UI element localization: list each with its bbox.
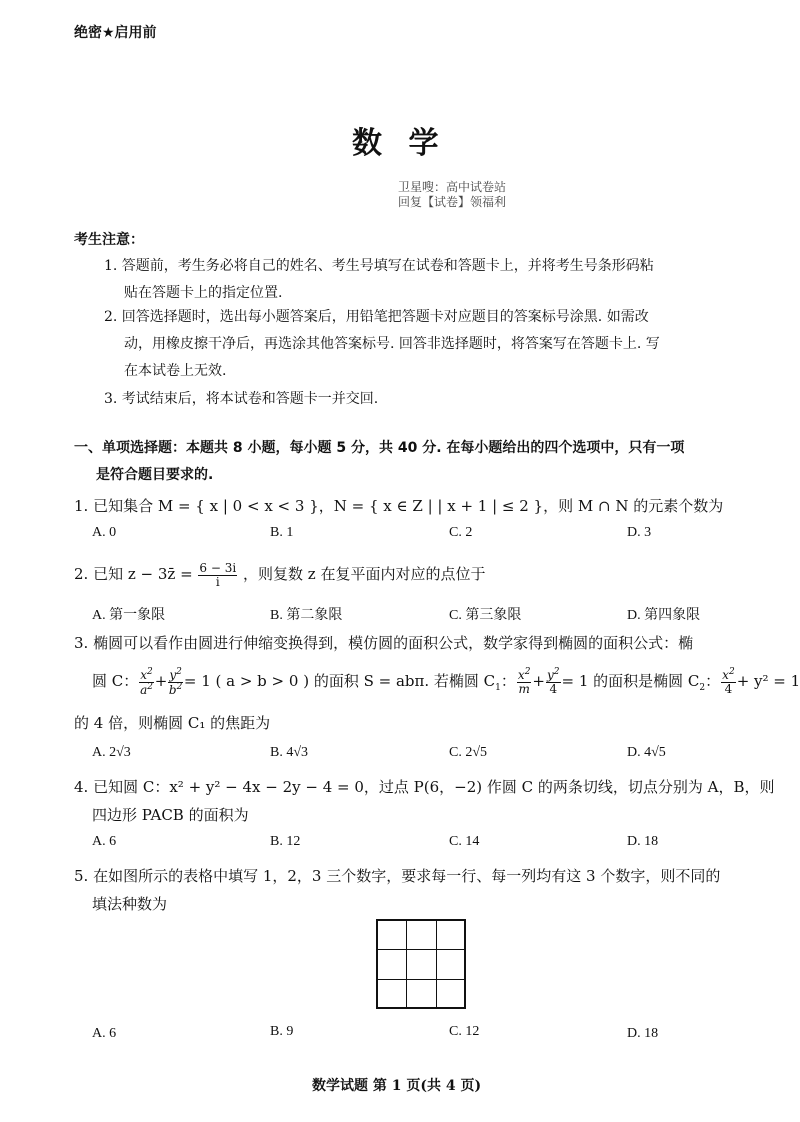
note-2-line-3: 在本试卷上无效.	[124, 363, 227, 379]
question-5-line-1: 5. 在如图所示的表格中填写 1，2，3 三个数字，要求每一行、每一列均有这 3 个数字，则不同的	[74, 867, 721, 885]
section-heading-line-2: 是符合题目要求的.	[96, 467, 214, 483]
question-5-option-a: A. 6	[92, 1026, 117, 1041]
question-2-stem	[74, 556, 485, 592]
question-5-option-c: C. 12	[449, 1024, 480, 1039]
question-5-option-b: B. 9	[270, 1024, 294, 1039]
question-3-line-2: 圆 C： $\frac{x^2}{a^2}$ + $\frac{y^2}{b^2}$ = 1 ( a > b > 0 ) 的面积 S = abπ. 若椭圆 $C_1$： $\frac{x^2}{m}$ + $\frac{y^2}{4}$ = 1 的面积是椭圆 $C_2$： $\frac{x^2}{4}$ + y² = 1	[92, 666, 800, 697]
question-1-option-a: A. 0	[92, 525, 117, 540]
question-4-line-1: 4. 已知圆 C：x² + y² − 4x − 2y − 4 = 0，过点 P(6，−2) 作圆 C 的两条切线，切点分别为 A，B，则	[74, 778, 775, 796]
confidential-mark: 绝密★启用前	[74, 25, 157, 41]
page-footer: 数学试题 第 1 页(共 4 页)	[312, 1078, 482, 1094]
question-5-line-2: 填法种数为	[92, 895, 168, 913]
number-grid-3x3	[376, 919, 466, 1009]
note-1-line-1: 1. 答题前，考生务必将自己的姓名、考生号填写在试卷和答题卡上，并将考生号条形码粘	[104, 258, 654, 274]
question-1-stem: 1. 已知集合 M = { x | 0 < x < 3 }，N = { x ∈ Z | | x + 1 | ≤ 2 }，则 M ∩ N 的元素个数为	[74, 497, 724, 515]
question-5-option-d: D. 18	[627, 1026, 659, 1041]
question-2-option-c: C. 第三象限	[449, 608, 522, 623]
question-2-option-b: B. 第二象限	[270, 608, 343, 623]
question-1-option-c: C. 2	[449, 525, 473, 540]
question-1-option-d: D. 3	[627, 525, 652, 540]
question-4-option-a: A. 6	[92, 834, 117, 849]
note-3: 3. 考试结束后，将本试卷和答题卡一并交回.	[104, 391, 379, 407]
question-3-ellipse-c-label: 圆 C：	[92, 672, 139, 690]
note-2-line-1: 2. 回答选择题时，选出每小题答案后，用铅笔把答题卡对应题目的答案标号涂黑. 如需改	[104, 309, 649, 325]
question-3-frac-x2-4: $\frac{x^2}{4}$	[722, 667, 735, 696]
question-3-ellipse-c2-rest: + y² = 1	[736, 672, 800, 690]
question-3-ellipse-c2-text: = 1 的面积是椭圆 C	[561, 672, 700, 690]
watermark-line1: 卫星嗖：高中试卷站	[398, 180, 507, 194]
question-3-frac-y2-b2: $\frac{y^2}{b^2}$	[168, 666, 183, 697]
question-3-area-text: = 1 ( a > b > 0 ) 的面积 S = abπ. 若椭圆 C	[183, 672, 496, 690]
grid-horizontal-line-2	[376, 979, 466, 980]
question-2-fraction-numerator: 6 − 3i	[199, 560, 237, 575]
question-2-fraction	[198, 562, 237, 588]
question-3-option-b: B. 4√3	[270, 745, 309, 760]
question-2-suffix: ，则复数 z 在复平面内对应的点位于	[243, 565, 486, 583]
question-2-fraction-denominator: i	[215, 574, 220, 589]
question-4-option-c: C. 14	[449, 834, 480, 849]
question-4-line-2: 四边形 PACB 的面积为	[92, 806, 249, 824]
grid-vertical-line-2	[436, 919, 437, 1009]
notes-heading: 考生注意：	[74, 232, 144, 248]
question-2-option-d: D. 第四象限	[627, 608, 701, 623]
question-3-frac-x2-m: $\frac{x^2}{m}$	[517, 667, 531, 696]
question-3-line-1: 3. 椭圆可以看作由圆进行伸缩变换得到，模仿圆的面积公式，数学家得到椭圆的面积公式：椭	[74, 634, 694, 652]
grid-horizontal-line-1	[376, 949, 466, 950]
question-3-frac-x2-a2: $\frac{x^2}{a^2}$	[140, 666, 153, 697]
note-1-line-2: 贴在答题卡上的指定位置.	[124, 285, 283, 301]
question-3-frac-y2-4: $\frac{y^2}{4}$	[547, 667, 560, 696]
question-3-line-3: 的 4 倍，则椭圆 C₁ 的焦距为	[74, 714, 271, 732]
question-4-option-d: D. 18	[627, 834, 659, 849]
section-heading-line-1: 一、单项选择题：本题共 8 小题，每小题 5 分，共 40 分. 在每小题给出的四个选项中，只有一项	[74, 440, 685, 456]
question-1-option-b: B. 1	[270, 525, 294, 540]
question-3-option-a: A. 2√3	[92, 745, 131, 760]
note-2-line-2: 动，用橡皮擦干净后，再选涂其他答案标号. 回答非选择题时，将答案写在答题卡上. 写	[124, 336, 660, 352]
watermark-line2: 回复【试卷】领福利	[398, 195, 507, 209]
page-title: 数 学	[352, 126, 447, 161]
question-2-option-a: A. 第一象限	[92, 608, 166, 623]
question-2-prefix: 2. 已知 z − 3z̄ =	[74, 565, 193, 583]
question-4-option-b: B. 12	[270, 834, 301, 849]
question-3-option-c: C. 2√5	[449, 745, 488, 760]
question-3-option-d: D. 4√5	[627, 745, 666, 760]
grid-vertical-line-1	[406, 919, 407, 1009]
